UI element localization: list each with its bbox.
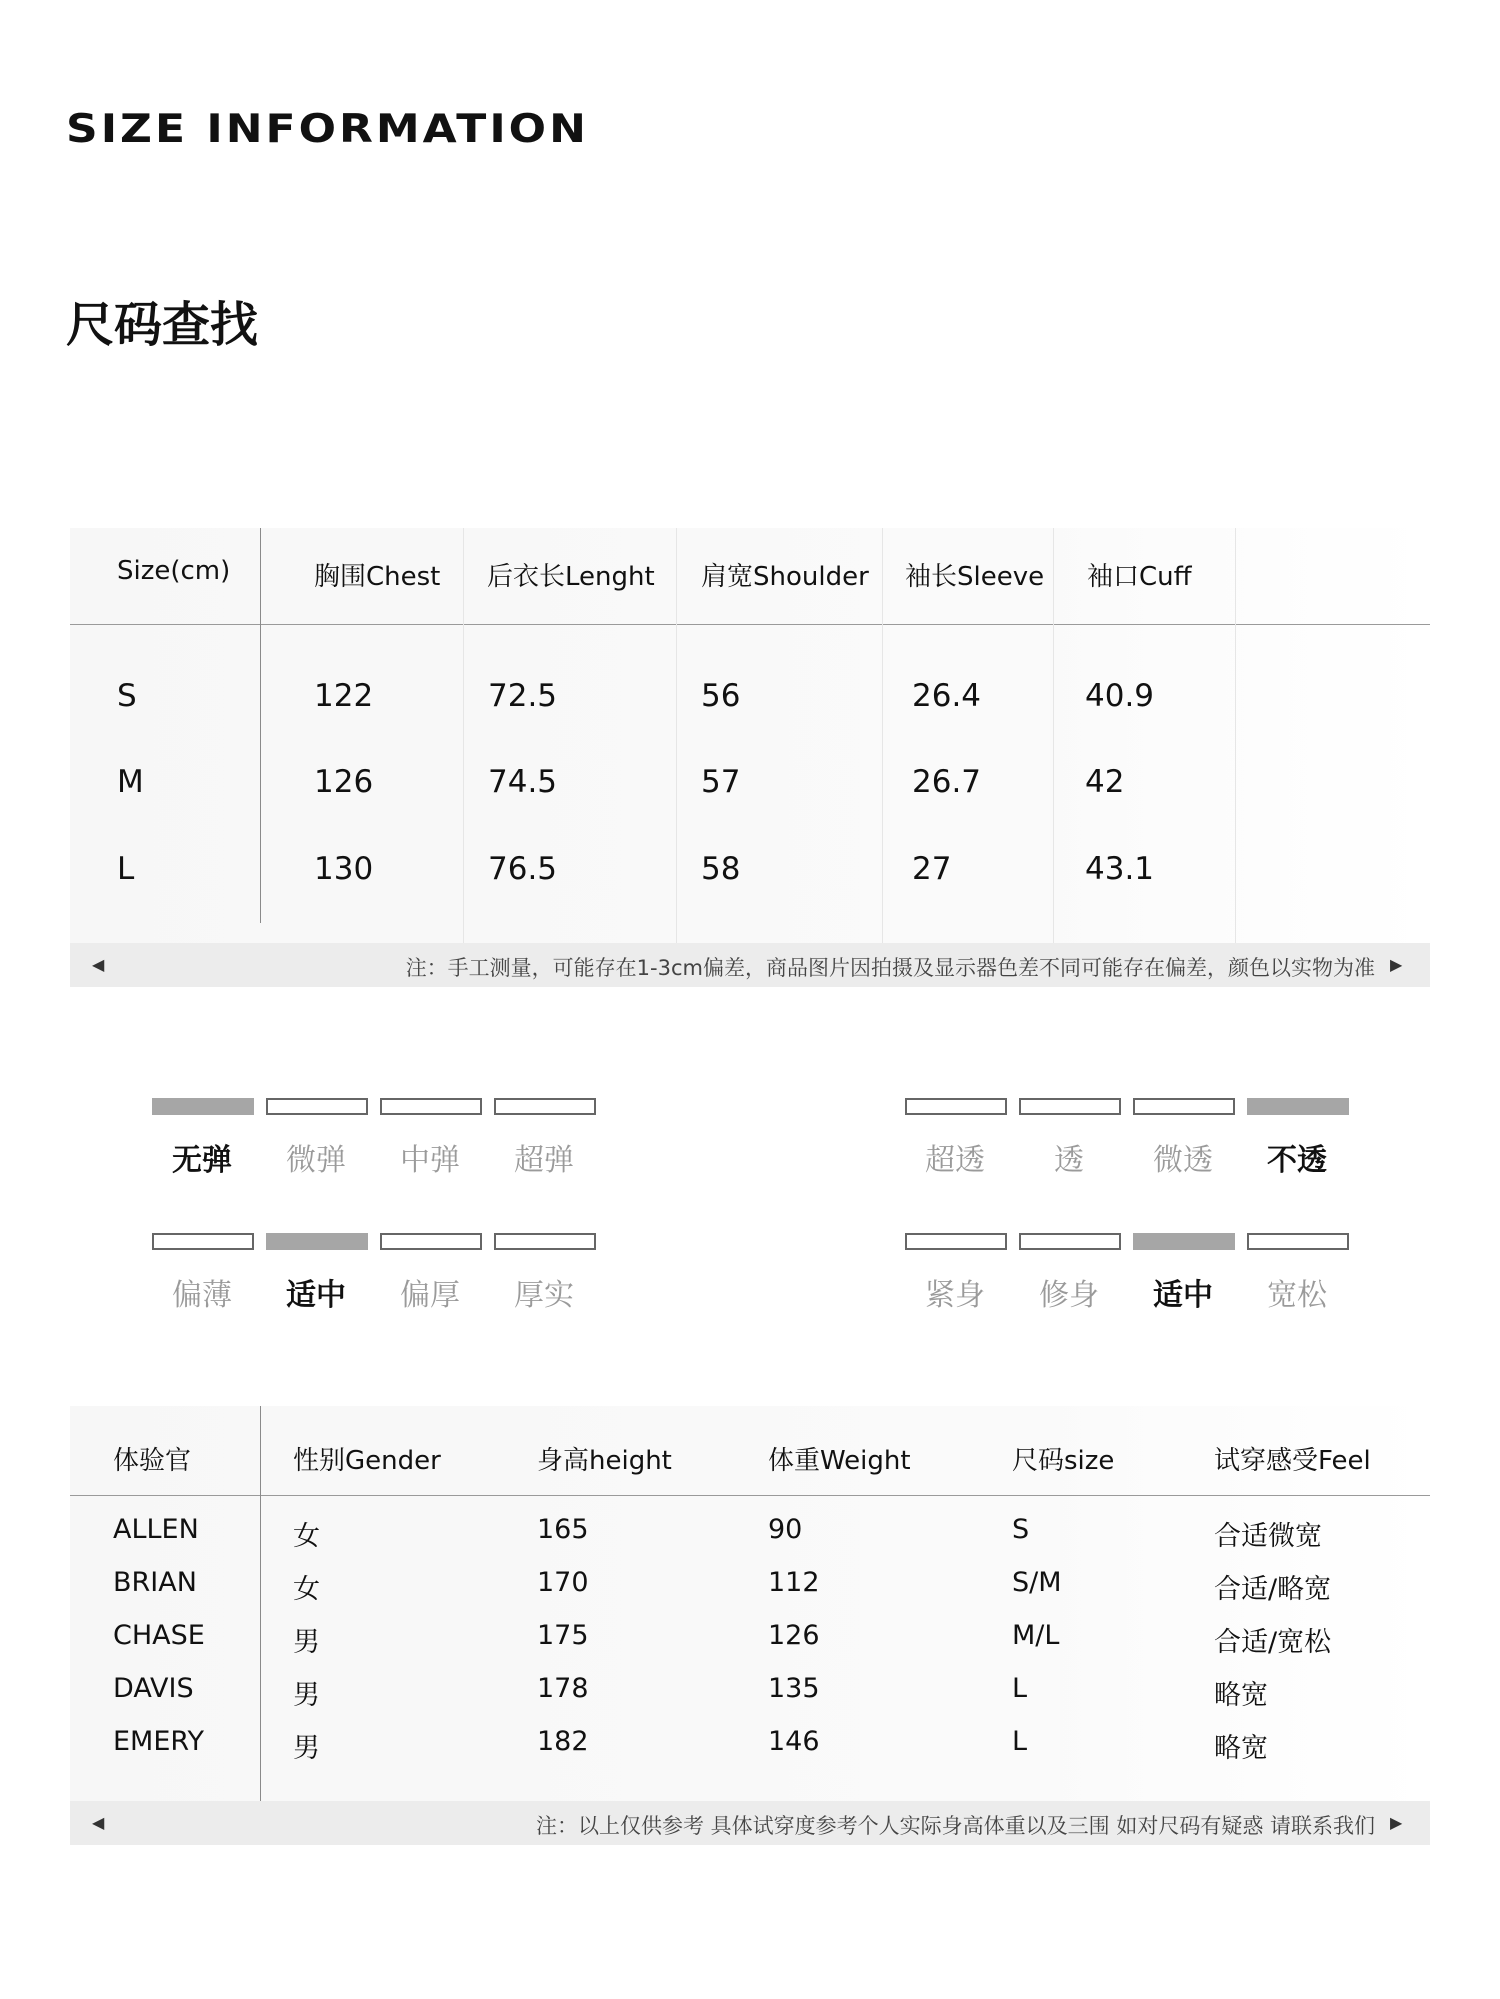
table-cell: S — [1012, 1514, 1030, 1545]
column-header: 袖长Sleeve — [905, 562, 1045, 592]
divider — [260, 1406, 261, 1801]
table-cell: CHASE — [113, 1620, 205, 1651]
table-cell: 26.7 — [912, 764, 982, 800]
column-header: 肩宽Shoulder — [701, 562, 869, 592]
table-cell: 略宽 — [1214, 1733, 1268, 1764]
table-cell: 170 — [537, 1567, 589, 1598]
scale-label: 微透 — [1153, 1143, 1213, 1178]
scale-segment — [1247, 1098, 1349, 1115]
section-title: 尺码查找 — [66, 297, 259, 353]
table-cell: 43.1 — [1085, 851, 1155, 887]
table-cell: 126 — [314, 764, 374, 800]
column-header: 体验官 — [113, 1446, 192, 1476]
scale-segment — [905, 1233, 1007, 1250]
divider — [1235, 528, 1236, 943]
table-cell: 112 — [768, 1567, 820, 1598]
table-cell: 165 — [537, 1514, 589, 1545]
divider — [882, 528, 883, 943]
table-cell: 合适/略宽 — [1214, 1574, 1332, 1605]
table-cell: M — [117, 764, 144, 800]
table-cell: 76.5 — [488, 851, 558, 887]
scale-label: 适中 — [286, 1278, 346, 1313]
scale-segment — [905, 1098, 1007, 1115]
column-header: 体重Weight — [768, 1446, 911, 1476]
divider — [463, 528, 464, 943]
scale-label: 超弹 — [514, 1143, 574, 1178]
table-cell: 90 — [768, 1514, 803, 1545]
table-cell: BRIAN — [113, 1567, 197, 1598]
table-cell: 男 — [293, 1733, 320, 1764]
table-cell: 126 — [768, 1620, 820, 1651]
table-cell: 26.4 — [912, 678, 982, 714]
table-cell: 合适微宽 — [1214, 1521, 1322, 1552]
column-header: 试穿感受Feel — [1214, 1446, 1371, 1476]
scale-segment — [266, 1098, 368, 1115]
divider — [1053, 528, 1054, 943]
reference-note: 注：以上仅供参考 具体试穿度参考个人实际身高体重以及三围 如对尺码有疑惑 请联系我们 — [535, 1814, 1375, 1838]
divider — [260, 528, 261, 923]
scale-segment — [1133, 1233, 1235, 1250]
table-cell: 130 — [314, 851, 374, 887]
table-cell: S — [117, 678, 137, 714]
column-header: 袖口Cuff — [1087, 562, 1192, 592]
divider — [70, 1495, 1430, 1496]
scale-label: 超透 — [925, 1143, 985, 1178]
scale-label: 透 — [1054, 1143, 1084, 1178]
scale-label: 厚实 — [514, 1278, 574, 1313]
table-cell: 男 — [293, 1627, 320, 1658]
triangle-left-icon[interactable]: ◀ — [92, 955, 105, 974]
scale-label: 微弹 — [286, 1143, 346, 1178]
table-cell: L — [1012, 1673, 1028, 1704]
table-cell: 合适/宽松 — [1214, 1627, 1332, 1658]
scale-segment — [1019, 1098, 1121, 1115]
scale-label: 不透 — [1267, 1143, 1327, 1178]
table-cell: 女 — [293, 1574, 320, 1605]
table-cell: 178 — [537, 1673, 589, 1704]
triangle-left-icon[interactable]: ◀ — [92, 1813, 105, 1832]
scale-label: 中弹 — [400, 1143, 460, 1178]
scale-segment — [494, 1233, 596, 1250]
table-cell: L — [1012, 1726, 1028, 1757]
table-cell: 74.5 — [488, 764, 558, 800]
table-cell: L — [117, 851, 135, 887]
scale-segment — [380, 1233, 482, 1250]
scale-label: 修身 — [1039, 1278, 1099, 1313]
table-cell: DAVIS — [113, 1673, 194, 1704]
scale-label: 宽松 — [1267, 1278, 1327, 1313]
table-cell: EMERY — [113, 1726, 204, 1757]
divider — [70, 624, 1430, 625]
table-cell: S/M — [1012, 1567, 1062, 1598]
column-header: 胸围Chest — [314, 562, 441, 592]
scale-label: 偏厚 — [400, 1278, 460, 1313]
scale-label: 适中 — [1153, 1278, 1213, 1313]
table-cell: 女 — [293, 1521, 320, 1552]
table-cell: 男 — [293, 1680, 320, 1711]
table-cell: 72.5 — [488, 678, 558, 714]
table-cell: M/L — [1012, 1620, 1060, 1651]
scale-segment — [1247, 1233, 1349, 1250]
column-header: Size(cm) — [117, 556, 231, 586]
table-cell: 略宽 — [1214, 1680, 1268, 1711]
table-cell: 135 — [768, 1673, 820, 1704]
table-cell: 146 — [768, 1726, 820, 1757]
column-header: 后衣长Lenght — [487, 562, 655, 592]
triangle-right-icon[interactable]: ▶ — [1390, 1813, 1403, 1832]
table-cell: 40.9 — [1085, 678, 1155, 714]
table-cell: 57 — [701, 764, 741, 800]
scale-segment — [152, 1098, 254, 1115]
scale-label: 紧身 — [925, 1278, 985, 1313]
divider — [676, 528, 677, 943]
scale-segment — [1133, 1098, 1235, 1115]
table-cell: 182 — [537, 1726, 589, 1757]
scale-label: 偏薄 — [172, 1278, 232, 1313]
scale-segment — [494, 1098, 596, 1115]
table-cell: 27 — [912, 851, 952, 887]
triangle-right-icon[interactable]: ▶ — [1390, 955, 1403, 974]
table-cell: ALLEN — [113, 1514, 199, 1545]
table-cell: 122 — [314, 678, 374, 714]
scale-segment — [152, 1233, 254, 1250]
measurement-note: 注：手工测量，可能存在1-3cm偏差，商品图片因拍摄及显示器色差不同可能存在偏差，颜色以实物为准 — [405, 956, 1375, 980]
scale-segment — [380, 1098, 482, 1115]
column-header: 尺码size — [1012, 1446, 1115, 1476]
scale-segment — [266, 1233, 368, 1250]
column-header: 性别Gender — [293, 1446, 441, 1476]
scale-label: 无弹 — [172, 1143, 232, 1178]
page-title: SIZE INFORMATION — [66, 106, 589, 152]
table-cell: 175 — [537, 1620, 589, 1651]
column-header: 身高height — [537, 1446, 672, 1476]
table-cell: 42 — [1085, 764, 1125, 800]
scale-segment — [1019, 1233, 1121, 1250]
table-cell: 56 — [701, 678, 741, 714]
table-cell: 58 — [701, 851, 741, 887]
